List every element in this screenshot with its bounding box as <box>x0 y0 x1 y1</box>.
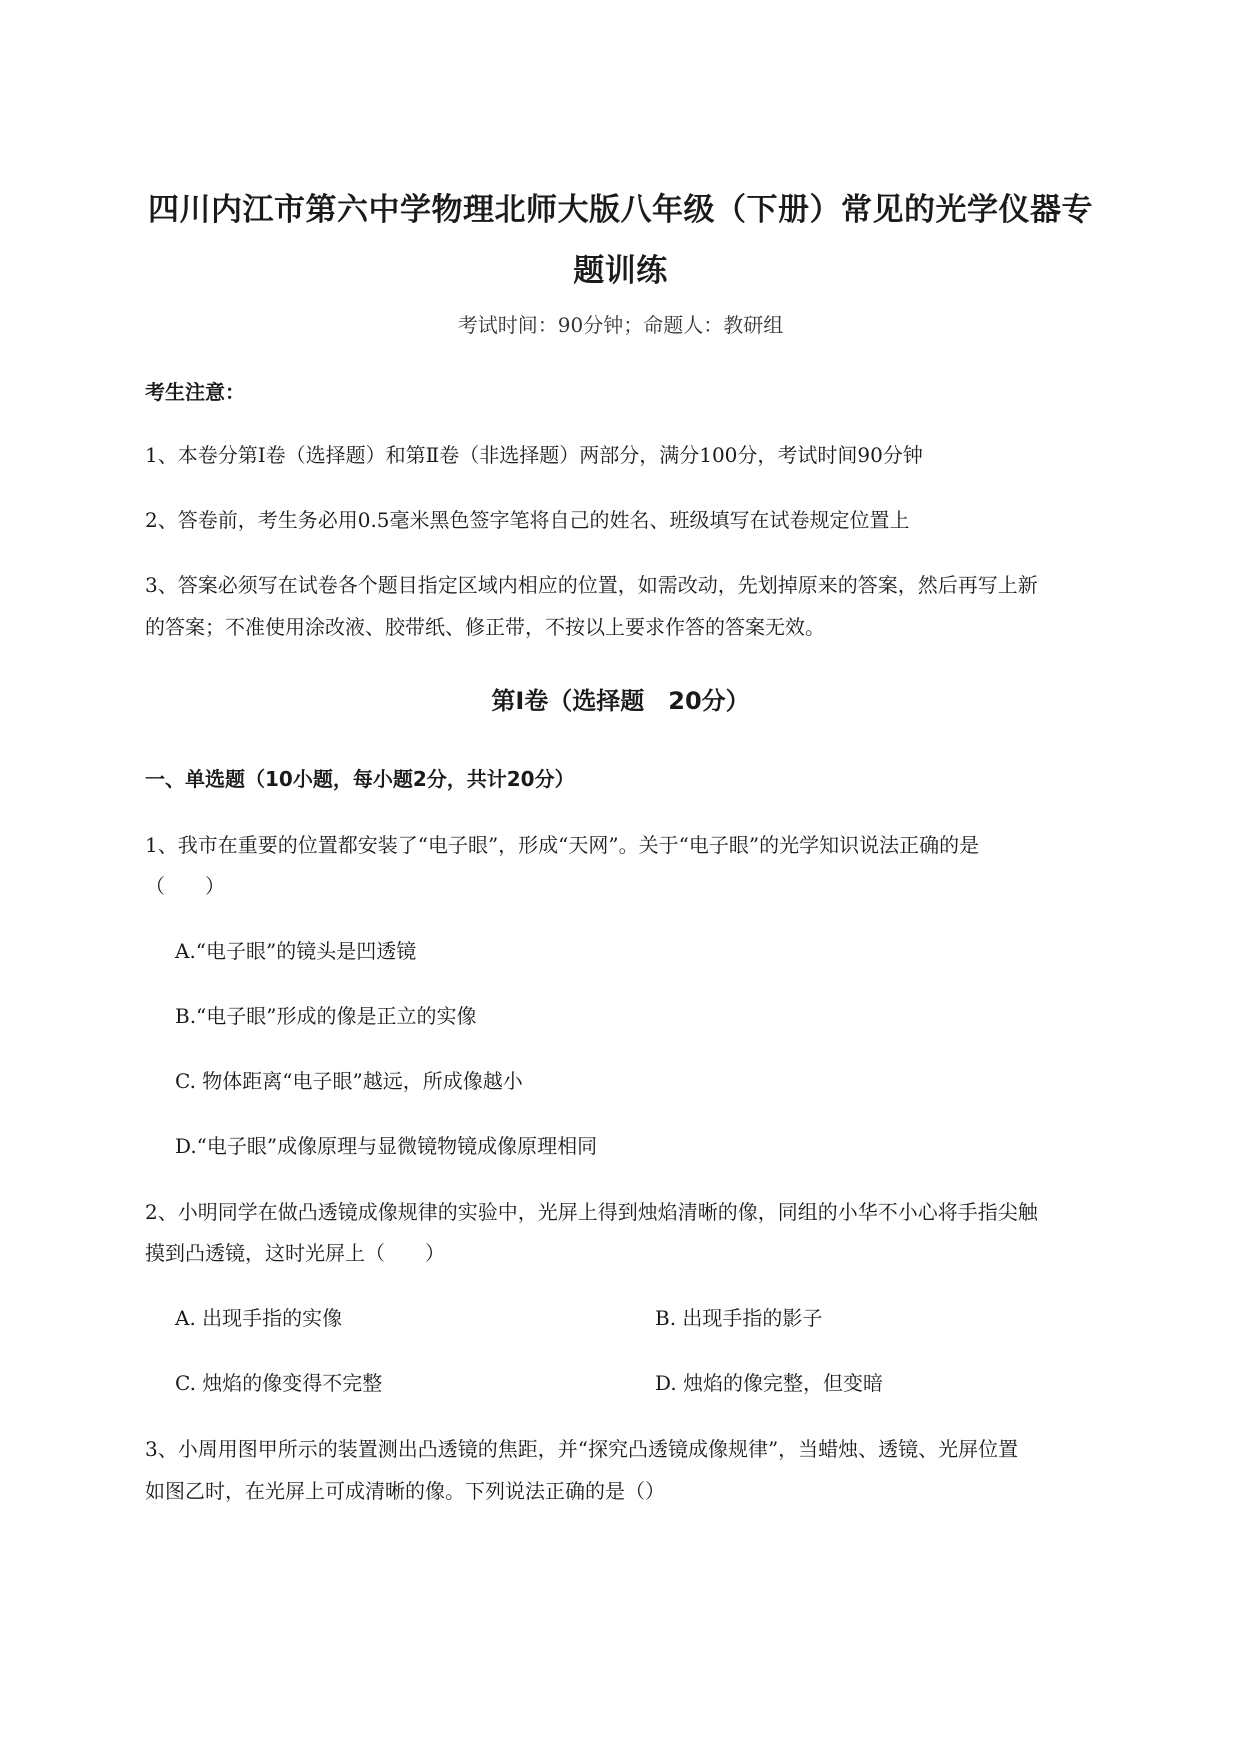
question-1-option-d: D.“电子眼”成像原理与显微镜物镜成像原理相同 <box>175 1134 598 1158</box>
notice-item-1: 1、本卷分第Ⅰ卷（选择题）和第Ⅱ卷（非选择题）两部分，满分100分，考试时间90分钟 <box>145 443 923 467</box>
question-2-line2: 摸到凸透镜，这时光屏上（ ） <box>145 1241 445 1265</box>
question-2-option-c: C. 烛焰的像变得不完整 <box>175 1371 383 1395</box>
notice-item-2: 2、答卷前，考生务必用0.5毫米黑色签字笔将自己的姓名、班级填写在试卷规定位置上 <box>145 508 910 532</box>
exam-title-line2: 题训练 <box>573 253 668 289</box>
exam-title-line1: 四川内江市第六中学物理北师大版八年级（下册）常见的光学仪器专 <box>148 192 1093 228</box>
question-1-line1: 1、我市在重要的位置都安装了“电子眼”，形成“天网”。关于“电子眼”的光学知识说法正确的是 <box>145 833 980 857</box>
notice-heading: 考生注意： <box>145 380 245 404</box>
question-2-line1: 2、小明同学在做凸透镜成像规律的实验中，光屏上得到烛焰清晰的像，同组的小华不小心将手指尖触 <box>145 1200 1038 1224</box>
section-subtitle: 一、单选题（10小题，每小题2分，共计20分） <box>145 767 575 791</box>
question-2-option-b: B. 出现手指的影子 <box>655 1306 823 1330</box>
question-3-line2: 如图乙时，在光屏上可成清晰的像。下列说法正确的是（） <box>145 1479 665 1503</box>
notice-item-3-line1: 3、答案必须写在试卷各个题目指定区域内相应的位置，如需改动，先划掉原来的答案，然后再写上新 <box>145 573 1038 597</box>
question-1-option-c: C. 物体距离“电子眼”越远，所成像越小 <box>175 1069 523 1093</box>
question-1-option-a: A.“电子眼”的镜头是凹透镜 <box>175 939 417 963</box>
question-3-line1: 3、小周用图甲所示的装置测出凸透镜的焦距，并“探究凸透镜成像规律”，当蜡烛、透镜、光屏位置 <box>145 1437 1019 1461</box>
exam-subtitle: 考试时间：90分钟；命题人：教研组 <box>457 313 784 337</box>
question-1-option-b: B.“电子眼”形成的像是正立的实像 <box>175 1004 477 1028</box>
notice-item-3-line2: 的答案；不准使用涂改液、胶带纸、修正带，不按以上要求作答的答案无效。 <box>145 615 825 639</box>
section-title: 第Ⅰ卷（选择题 20分） <box>491 687 750 715</box>
question-2-option-d: D. 烛焰的像完整，但变暗 <box>655 1371 884 1395</box>
question-2-option-a: A. 出现手指的实像 <box>175 1306 343 1330</box>
question-1-line2: （ ） <box>145 874 225 898</box>
